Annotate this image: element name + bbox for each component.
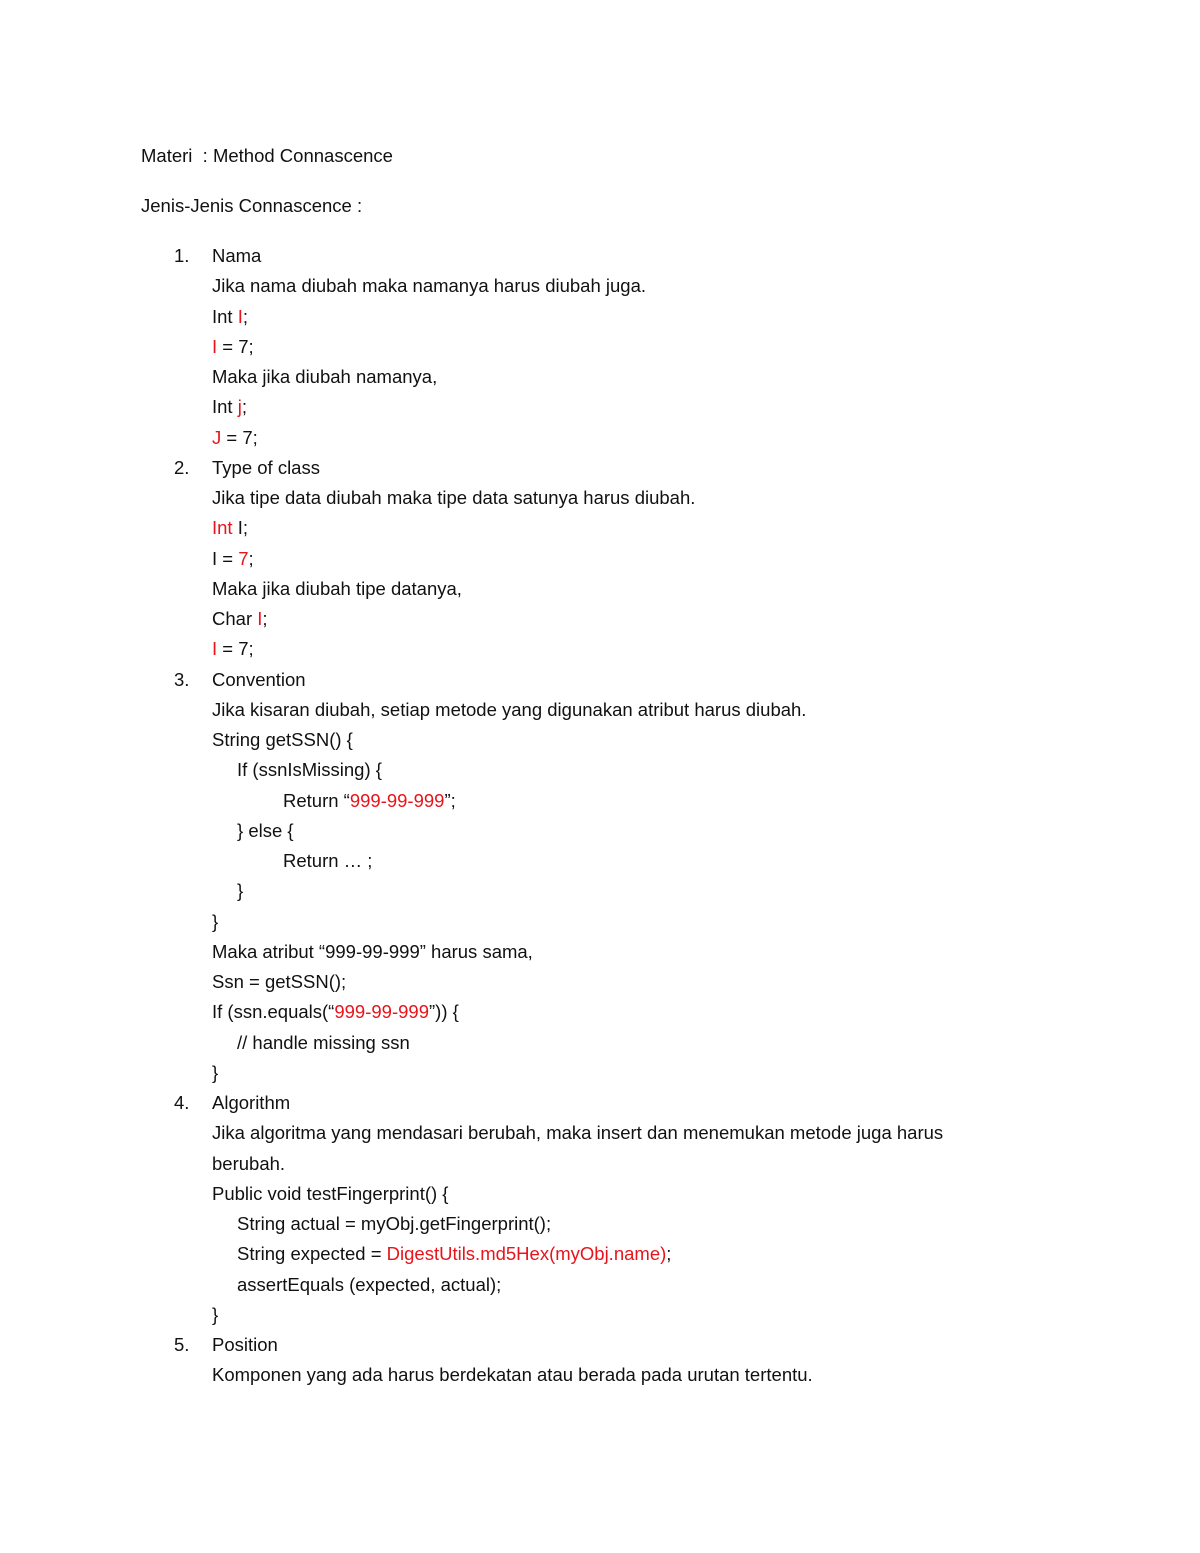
highlighted-text: 999-99-999 — [349, 789, 445, 811]
list-item-line — [237, 1212, 551, 1236]
text-span: Jika kisaran diubah, setiap metode yang digunakan atribut harus diubah. — [212, 698, 807, 720]
highlighted-text: DigestUtils.md5Hex(myObj.name) — [386, 1243, 667, 1265]
list-item-title: Algorithm — [212, 1092, 291, 1113]
text-span: Jika nama diubah maka namanya harus diubah juga. — [212, 275, 647, 297]
list-item-title: Type of class — [212, 456, 320, 478]
list-item-number: 3. — [174, 668, 190, 690]
text-span: assertEquals (expected, actual); — [237, 1273, 502, 1295]
list-item-number: 4. — [174, 1092, 190, 1113]
highlighted-text: Int — [212, 517, 233, 539]
highlighted-text: I — [237, 305, 243, 327]
highlighted-text: J — [212, 426, 222, 448]
text-span: = 7; — [217, 335, 254, 357]
text-span: ”)) { — [429, 1001, 459, 1023]
text-span: // handle missing ssn — [237, 1031, 410, 1053]
jenis-heading: Jenis-Jenis Connascence : — [141, 195, 363, 216]
highlighted-text: 7 — [238, 547, 249, 569]
text-span: Return “ — [283, 789, 350, 811]
text-span: } else { — [237, 819, 294, 841]
text-span: ; — [241, 396, 247, 418]
text-span: } — [212, 910, 219, 932]
list-item-line — [212, 1152, 285, 1176]
text-span: I = — [212, 547, 239, 569]
materi-heading: Materi : Method Connascence — [141, 145, 393, 166]
list-item-line — [237, 758, 382, 782]
text-span: Return … ; — [283, 850, 373, 871]
text-span: Int — [212, 305, 238, 327]
list-item-line — [237, 819, 294, 843]
list-item-line — [237, 879, 243, 903]
list-item-line — [237, 1242, 671, 1266]
list-item-line — [212, 547, 254, 571]
list-item-line — [212, 1061, 218, 1085]
text-span: Maka jika diubah tipe datanya, — [212, 577, 462, 599]
list-item-title: Nama — [212, 245, 262, 266]
list-item-line — [212, 1363, 813, 1387]
text-span: ; — [666, 1243, 672, 1265]
text-span: Public void testFingerprint() { — [212, 1182, 449, 1204]
list-item-line — [283, 789, 456, 813]
text-span: Maka jika diubah namanya, — [212, 366, 438, 387]
text-span: } — [212, 1061, 219, 1083]
text-span: Komponen yang ada harus berdekatan atau berada pada urutan tertentu. — [212, 1364, 813, 1386]
highlighted-text: I — [212, 335, 218, 357]
list-item-line — [212, 1182, 449, 1206]
list-item-line — [212, 910, 218, 934]
text-span: Jika algoritma yang mendasari berubah, maka insert dan menemukan metode juga harus — [212, 1122, 944, 1144]
text-span: String expected = — [237, 1243, 387, 1265]
text-span: ; — [262, 608, 268, 629]
list-item-title: Convention — [212, 668, 306, 690]
list-item-line — [212, 274, 646, 298]
list-item-number: 5. — [174, 1334, 190, 1355]
text-span: String actual = myObj.getFingerprint(); — [237, 1213, 552, 1234]
list-item-line — [212, 970, 346, 994]
text-span: If (ssnIsMissing) { — [237, 759, 382, 781]
list-item-line — [212, 728, 353, 752]
text-span: = 7; — [217, 638, 254, 660]
list-item-line — [283, 849, 372, 873]
list-item-line — [212, 365, 437, 389]
highlighted-text: j — [237, 396, 242, 418]
list-item-line — [212, 426, 258, 450]
list-item-line — [212, 395, 247, 419]
highlighted-text: I — [257, 608, 263, 629]
highlighted-text: 999-99-999 — [334, 1001, 429, 1023]
text-span: Char — [212, 608, 258, 629]
list-item-line — [212, 698, 806, 722]
text-span: berubah. — [212, 1152, 286, 1174]
text-span: If (ssn.equals(“ — [212, 1001, 335, 1023]
list-item-line — [212, 637, 254, 661]
list-item-number: 1. — [174, 245, 190, 266]
list-item-line — [212, 1000, 459, 1024]
list-item-line — [212, 607, 268, 631]
list-item-line — [212, 940, 533, 964]
list-item-title: Position — [212, 1334, 278, 1355]
text-span: Jika tipe data diubah maka tipe data satunya harus diubah. — [212, 487, 696, 508]
list-item-line — [237, 1273, 501, 1297]
highlighted-text: I — [212, 638, 218, 660]
text-span: Int — [212, 396, 238, 418]
text-span: Maka atribut “999-99-999” harus sama, — [212, 940, 533, 962]
list-item-number: 2. — [174, 456, 190, 478]
text-span: I; — [232, 517, 248, 539]
text-span: String getSSN() { — [212, 729, 353, 750]
list-item-line — [212, 1303, 218, 1327]
list-item-line — [212, 486, 695, 510]
list-item-line — [212, 516, 248, 540]
text-span: ”; — [444, 789, 456, 811]
text-span: } — [237, 880, 244, 902]
list-item-line — [212, 305, 248, 329]
text-span: Ssn = getSSN(); — [212, 971, 347, 992]
text-span: = 7; — [221, 426, 258, 448]
text-span: ; — [248, 547, 254, 569]
list-item-line — [212, 577, 462, 601]
list-item-line — [212, 335, 254, 359]
text-span: ; — [242, 305, 248, 327]
text-span: } — [212, 1303, 219, 1325]
list-item-line — [237, 1031, 410, 1055]
list-item-line — [212, 1121, 943, 1145]
